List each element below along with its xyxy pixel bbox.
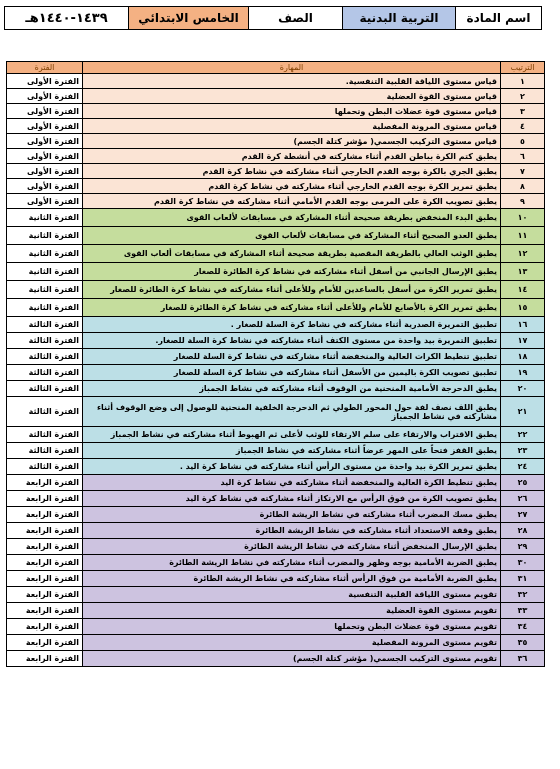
subject-value: التربية البدنية <box>343 7 456 30</box>
period-text: الفترة الثانية <box>7 281 83 299</box>
row-number: ١٠ <box>501 209 545 227</box>
period-text: الفترة الأولى <box>7 194 83 209</box>
table-row <box>7 587 545 603</box>
period-text: الفترة الثالثة <box>7 381 83 397</box>
table-row <box>7 507 545 523</box>
skill-text: تطبيق التمريرة بيد واحدة من مستوى الكتف أثناء مشاركته في نشاط كرة السلة للصغار. <box>83 333 501 349</box>
period-text: الفترة الأولى <box>7 119 83 134</box>
table-header-row <box>7 62 545 74</box>
period-text: الفترة الثالثة <box>7 427 83 443</box>
table-body <box>7 74 545 667</box>
row-number: ٢٨ <box>501 523 545 539</box>
skill-text: قياس مستوى المرونة المفصلية <box>83 119 501 134</box>
period-text: الفترة الرابعة <box>7 523 83 539</box>
table-row <box>7 475 545 491</box>
table-row <box>7 179 545 194</box>
skill-text: تقويم مستوى المرونة المفصلية <box>83 635 501 651</box>
skill-text: يطبق تصويب الكرة من فوق الرأس مع الارتكاز أثناء مشاركته في نشاط كرة اليد <box>83 491 501 507</box>
table-row <box>7 227 545 245</box>
period-text: الفترة الرابعة <box>7 587 83 603</box>
period-text: الفترة الرابعة <box>7 555 83 571</box>
period-text: الفترة الرابعة <box>7 539 83 555</box>
row-number: ٣٠ <box>501 555 545 571</box>
row-number: ١٧ <box>501 333 545 349</box>
table-row <box>7 134 545 149</box>
grade-label: الصف <box>249 7 343 30</box>
period-text: الفترة الثانية <box>7 245 83 263</box>
row-number: ٢٧ <box>501 507 545 523</box>
period-text: الفترة الرابعة <box>7 507 83 523</box>
skill-text: تقويم مستوى اللياقة القلبية التنفسية <box>83 587 501 603</box>
skill-text: قياس مستوى القوة العضلية <box>83 89 501 104</box>
table-row <box>7 119 545 134</box>
period-text: الفترة الأولى <box>7 134 83 149</box>
skill-text: يطبق الإرسال المنخفض أثناء مشاركته في نشاط الريشة الطائرة <box>83 539 501 555</box>
column-header-period: الفترة <box>7 62 83 74</box>
period-text: الفترة الرابعة <box>7 571 83 587</box>
table-row <box>7 164 545 179</box>
table-row <box>7 459 545 475</box>
skill-text: يطبق مسك المضرب أثناء مشاركته في نشاط الريشة الطائرة <box>83 507 501 523</box>
table-row <box>7 194 545 209</box>
skill-text: يطبق الضربة الأمامية بوجه وظهر والمضرب أثناء مشاركته في نشاط الريشة الطائرة <box>83 555 501 571</box>
table-row <box>7 603 545 619</box>
row-number: ٢ <box>501 89 545 104</box>
row-number: ٥ <box>501 134 545 149</box>
table-row <box>7 281 545 299</box>
table-row <box>7 263 545 281</box>
row-number: ١٣ <box>501 263 545 281</box>
period-text: الفترة الأولى <box>7 89 83 104</box>
period-text: الفترة الأولى <box>7 149 83 164</box>
skill-text: يطبق اللف نصف لفة حول المحور الطولي ثم الدحرجة الخلفية المنحنية للوصول إلى وضع الوقوف أثناء مشاركته في نشاط الجمباز <box>83 397 501 427</box>
table-row <box>7 427 545 443</box>
table-row <box>7 209 545 227</box>
period-text: الفترة الرابعة <box>7 619 83 635</box>
row-number: ١٨ <box>501 349 545 365</box>
skill-text: يطبق البدء المنخفض بطريقة صحيحة أثناء المشاركة في مسابقات لألعاب القوى <box>83 209 501 227</box>
skill-text: يطبق العدو الصحيح أثناء المشاركة في مسابقات لألعاب القوى <box>83 227 501 245</box>
skill-text: يطبق الوثب العالي بالطريقة المقصية بطريقة صحيحة أثناء المشاركة في مسابقات ألعاب القوى <box>83 245 501 263</box>
academic-year: ١٤٣٩-١٤٤٠هـ <box>5 7 129 30</box>
period-text: الفترة الرابعة <box>7 603 83 619</box>
skill-text: يطبق تصويب الكرة على المرمى بوجه القدم الأمامي أثناء مشاركته في نشاط كرة القدم <box>83 194 501 209</box>
period-text: الفترة الثانية <box>7 209 83 227</box>
table-row <box>7 349 545 365</box>
skills-table <box>6 61 545 667</box>
table-row <box>7 245 545 263</box>
row-number: ١٩ <box>501 365 545 381</box>
table-row <box>7 149 545 164</box>
period-text: الفترة الثالثة <box>7 317 83 333</box>
period-text: الفترة الأولى <box>7 104 83 119</box>
grade-value: الخامس الابتدائي <box>129 7 249 30</box>
row-number: ٣١ <box>501 571 545 587</box>
table-row <box>7 523 545 539</box>
skill-text: تطبيق تصويب الكرة باليمين من الأسفل أثناء مشاركته في نشاط كرة السلة للصغار <box>83 365 501 381</box>
skill-text: تقويم مستوى التركيب الجسمي( مؤشر كتلة الجسم) <box>83 651 501 667</box>
skill-text: تقويم مستوى القوة العضلية <box>83 603 501 619</box>
row-number: ٣٣ <box>501 603 545 619</box>
table-row <box>7 74 545 89</box>
row-number: ٢٥ <box>501 475 545 491</box>
row-number: ٢٢ <box>501 427 545 443</box>
table-row <box>7 89 545 104</box>
period-text: الفترة الأولى <box>7 164 83 179</box>
skill-text: يطبق الضربة الأمامية من فوق الرأس أثناء مشاركته في نشاط الريشة الطائرة <box>83 571 501 587</box>
skill-text: يطبق الإرسال الجانبي من أسفل أثناء مشاركته في نشاط كرة الطائرة للصغار <box>83 263 501 281</box>
skill-text: تطبيق التمريرة الصدرية أثناء مشاركته في نشاط كرة السلة للصغار . <box>83 317 501 333</box>
period-text: الفترة الأولى <box>7 179 83 194</box>
period-text: الفترة الرابعة <box>7 651 83 667</box>
table-row <box>7 317 545 333</box>
table-row <box>7 104 545 119</box>
period-text: الفترة الثانية <box>7 299 83 317</box>
skill-text: يطبق وقفة الاستعداد أثناء مشاركته في نشاط الريشة الطائرة <box>83 523 501 539</box>
row-number: ١ <box>501 74 545 89</box>
row-number: ٤ <box>501 119 545 134</box>
row-number: ٦ <box>501 149 545 164</box>
row-number: ٣٥ <box>501 635 545 651</box>
skill-text: قياس مستوى اللياقة القلبية التنفسية. <box>83 74 501 89</box>
row-number: ٣٤ <box>501 619 545 635</box>
skill-text: يطبق الدحرجة الأمامية المنحنية من الوقوف أثناء مشاركته في نشاط الجمباز <box>83 381 501 397</box>
skill-text: يطبق تمرير الكرة بالأصابع للأمام وللأعلى أثناء مشاركته في نشاط كرة الطائرة للصغار <box>83 299 501 317</box>
row-number: ٢٠ <box>501 381 545 397</box>
row-number: ١١ <box>501 227 545 245</box>
skill-text: قياس مستوى التركيب الجسمي( مؤشر كتلة الجسم) <box>83 134 501 149</box>
row-number: ١٢ <box>501 245 545 263</box>
skill-text: تقويم مستوى قوة عضلات البطن وتحملها <box>83 619 501 635</box>
row-number: ٩ <box>501 194 545 209</box>
period-text: الفترة الأولى <box>7 74 83 89</box>
period-text: الفترة الثالثة <box>7 365 83 381</box>
skill-text: قياس مستوى قوة عضلات البطن وتحملها <box>83 104 501 119</box>
subject-label: اسم المادة <box>456 7 542 30</box>
skill-text: تطبيق تنطيط الكرات العالية والمنخفضة أثناء مشاركته في نشاط كرة السلة للصغار <box>83 349 501 365</box>
skill-text: يطبق تمرير الكرة من أسفل بالساعدين للأمام وللأعلى أثناء مشاركته في نشاط كرة الطائرة للصغار <box>83 281 501 299</box>
table-row <box>7 571 545 587</box>
period-text: الفترة الثانية <box>7 227 83 245</box>
period-text: الفترة الثالثة <box>7 459 83 475</box>
column-header-order: الترتيب <box>501 62 545 74</box>
row-number: ٨ <box>501 179 545 194</box>
table-row <box>7 365 545 381</box>
period-text: الفترة الثالثة <box>7 397 83 427</box>
column-header-skill: المهارة <box>83 62 501 74</box>
period-text: الفترة الرابعة <box>7 635 83 651</box>
table-row <box>7 333 545 349</box>
row-number: ٢١ <box>501 397 545 427</box>
period-text: الفترة الثانية <box>7 263 83 281</box>
row-number: ٢٩ <box>501 539 545 555</box>
row-number: ٢٤ <box>501 459 545 475</box>
period-text: الفترة الرابعة <box>7 475 83 491</box>
table-row <box>7 443 545 459</box>
skill-text: يطبق تمرير الكرة بوجه القدم الخارجي أثناء مشاركته في نشاط كرة القدم <box>83 179 501 194</box>
row-number: ٣٦ <box>501 651 545 667</box>
skill-text: يطبق كتم الكرة بباطن القدم أثناء مشاركته في أنشطة كرة القدم <box>83 149 501 164</box>
table-row <box>7 381 545 397</box>
skill-text: يطبق تنطيط الكرة العالية والمنخفضة أثناء مشاركته في نشاط كرة اليد <box>83 475 501 491</box>
table-row <box>7 299 545 317</box>
row-number: ١٤ <box>501 281 545 299</box>
table-row <box>7 635 545 651</box>
period-text: الفترة الثالثة <box>7 333 83 349</box>
table-row <box>7 539 545 555</box>
period-text: الفترة الرابعة <box>7 491 83 507</box>
table-row <box>7 555 545 571</box>
row-number: ٢٣ <box>501 443 545 459</box>
table-row <box>7 619 545 635</box>
skill-text: يطبق الاقتراب والارتقاء على سلم الارتقاء للوثب لأعلى ثم الهبوط أثناء مشاركته في نشاط الجمباز <box>83 427 501 443</box>
skill-text: يطبق القفز فتحاً على المهر عرضاً أثناء مشاركته في نشاط الجمباز <box>83 443 501 459</box>
row-number: ١٥ <box>501 299 545 317</box>
skill-text: يطبق الجري بالكرة بوجه القدم الخارجي أثناء مشاركته في نشاط كرة القدم <box>83 164 501 179</box>
table-row <box>7 491 545 507</box>
row-number: ١٦ <box>501 317 545 333</box>
row-number: ٣٢ <box>501 587 545 603</box>
row-number: ٣ <box>501 104 545 119</box>
row-number: ٢٦ <box>501 491 545 507</box>
skill-text: يطبق تمرير الكرة بيد واحدة من مستوى الرأس أثناء مشاركته في نشاط كرة اليد . <box>83 459 501 475</box>
table-row <box>7 397 545 427</box>
period-text: الفترة الثالثة <box>7 443 83 459</box>
table-row <box>7 651 545 667</box>
header-table <box>4 6 542 30</box>
period-text: الفترة الثالثة <box>7 349 83 365</box>
row-number: ٧ <box>501 164 545 179</box>
